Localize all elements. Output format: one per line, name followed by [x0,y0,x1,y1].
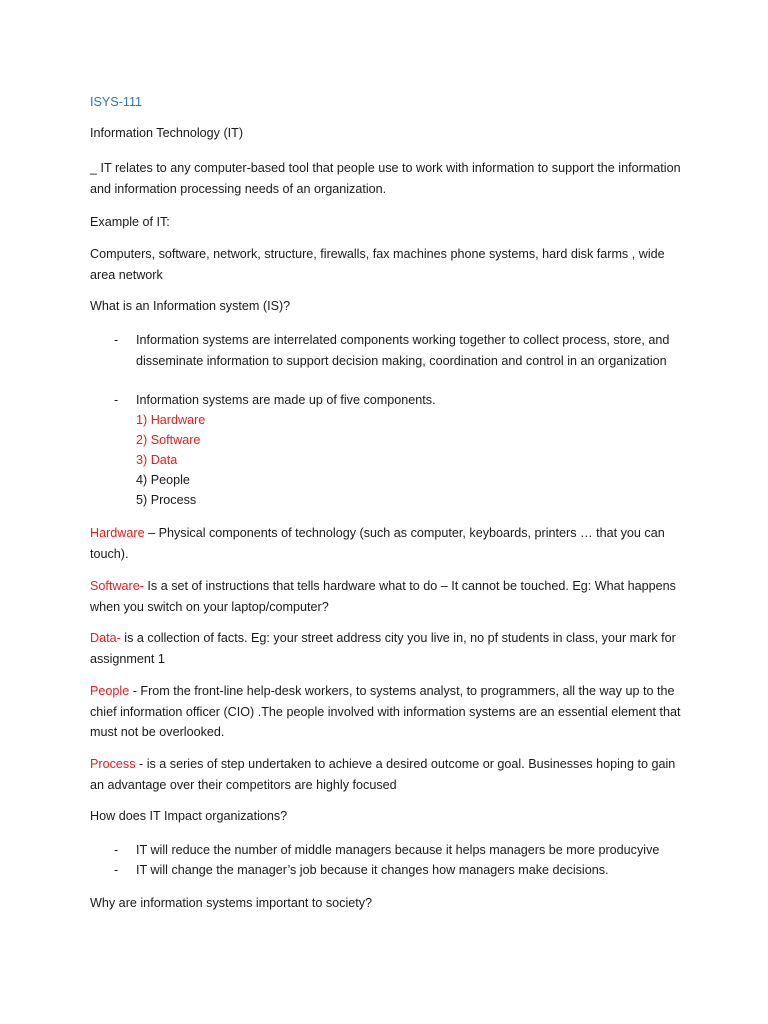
definition-people [90,681,690,743]
is-question: What is an Information system (IS)? [90,299,291,313]
impact-bullet-1: IT will reduce the number of middle managers because it helps managers be more producyive [136,843,660,857]
impact-bullet-2: IT will change the manager’s job because it changes how managers make decisions. [136,863,609,877]
is-bullet-1: Information systems are interrelated components working together to collect process, store, and disseminate information to support decision making, coordination and control in an organization [136,333,670,368]
impact-question: How does IT Impact organizations? [90,809,288,823]
component-process: 5) Process [136,493,197,507]
term-data: Data- [90,631,121,645]
definition-hardware-text: – Physical components of technology (such as computer, keyboards, printers … that you can touch). [90,526,665,561]
bullet-marker: - [114,843,119,857]
term-software: Software- [90,579,144,593]
example-heading: Example of IT: [90,215,170,229]
it-definition: _ IT relates to any computer-based tool that people use to work with information to support the information and information processing needs of an organization. [90,161,681,196]
bullet-marker: - [114,393,119,407]
it-heading: Information Technology (IT) [90,126,244,140]
term-people: People [90,684,130,698]
definition-software-text: Is a set of instructions that tells hardware what to do – It cannot be touched. Eg: What happens when you switch on your laptop/computer? [90,579,676,614]
definition-data [90,628,690,669]
is-bullet-2: Information systems are made up of five components. [136,393,436,407]
definition-process [90,754,690,795]
definition-process-text: - is a series of step undertaken to achieve a desired outcome or goal. Businesses hoping to gain an advantage over their competitors are highly focused [90,757,676,792]
term-hardware: Hardware [90,526,145,540]
society-question: Why are information systems important to society? [90,896,373,910]
term-process: Process [90,757,136,771]
course-code: ISYS-111 [90,95,143,109]
example-text: Computers, software, network, structure, firewalls, fax machines phone systems, hard disk farms , wide area network [90,247,665,282]
definition-hardware [90,523,690,564]
component-data: 3) Data [136,453,178,467]
component-people: 4) People [136,473,190,487]
bullet-marker: - [114,333,119,347]
definition-people-text: - From the front-line help-desk workers, to systems analyst, to programmers, all the way up to the chief information officer (CIO) .The people involved with information systems are an essential element that must not be overlooked. [90,684,681,739]
definition-software [90,576,690,617]
bullet-marker: - [114,863,119,877]
definition-data-text: is a collection of facts. Eg: your street address city you live in, no pf students in class, your mark for assignment 1 [90,631,676,666]
component-software: 2) Software [136,433,201,447]
component-hardware: 1) Hardware [136,413,206,427]
